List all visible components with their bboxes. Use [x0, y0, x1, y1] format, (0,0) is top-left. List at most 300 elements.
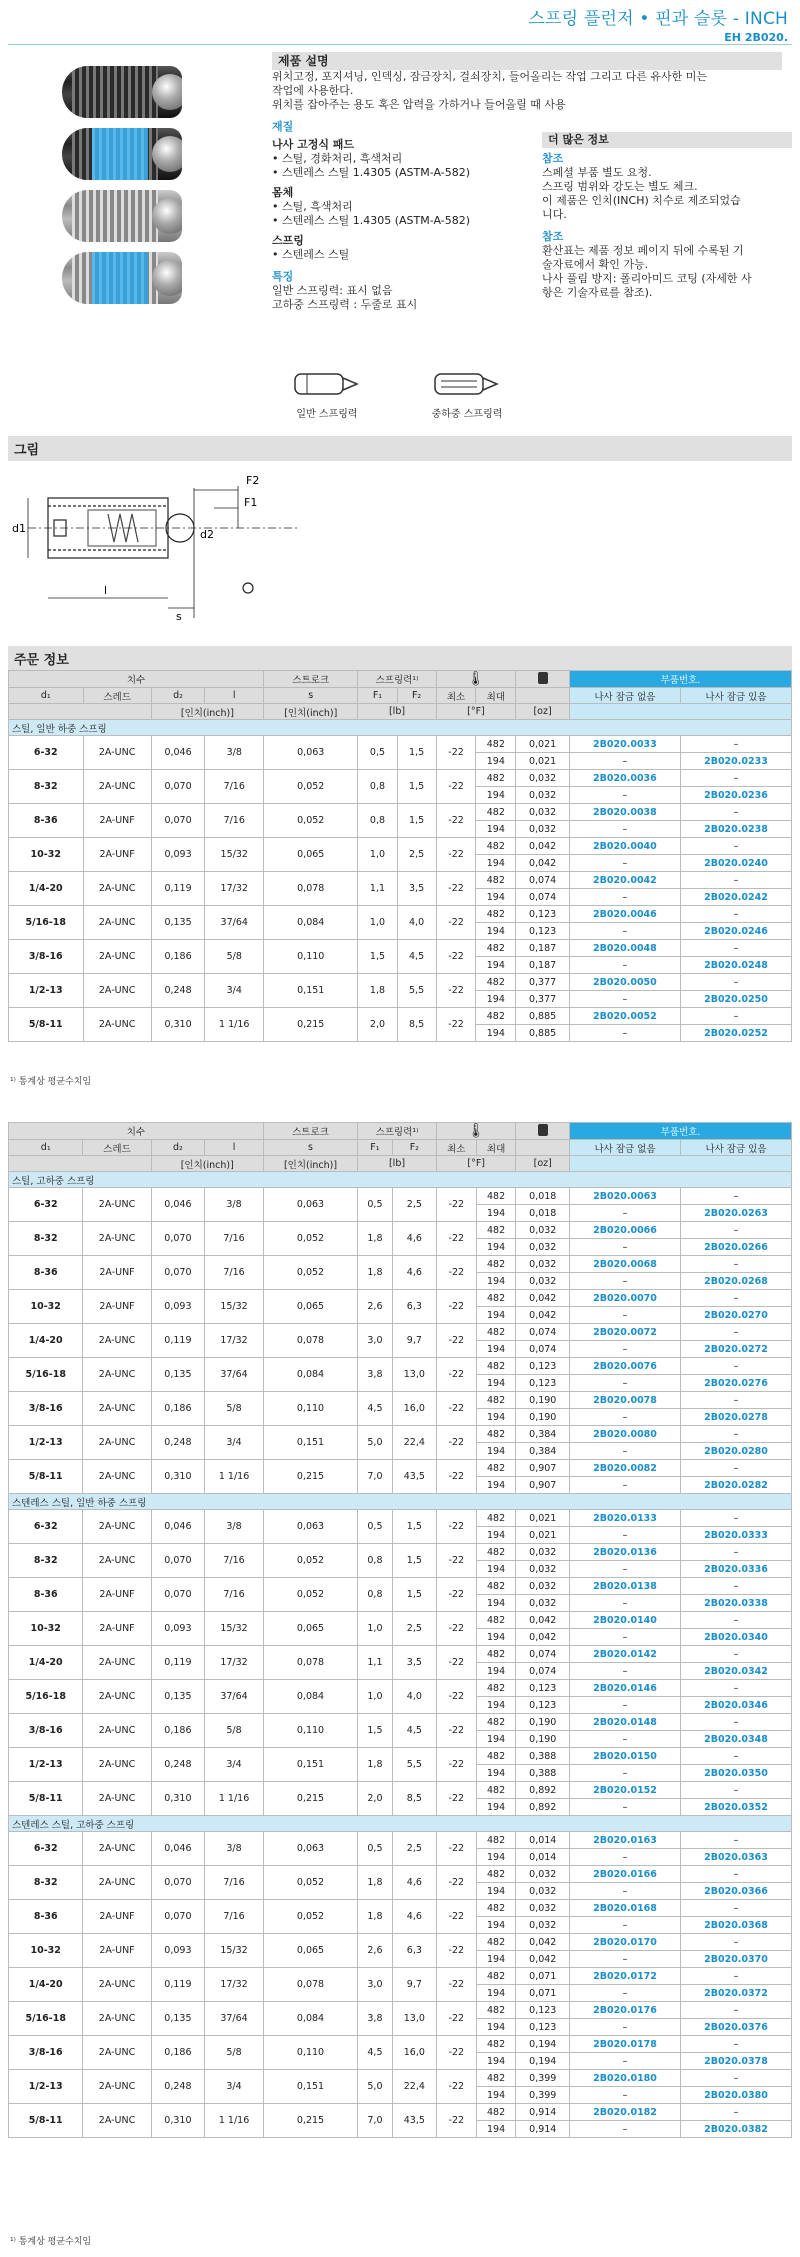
- cell-stroke: 0,110: [263, 1714, 357, 1748]
- cell-f2: 1,5: [397, 736, 436, 770]
- part-number-with-locking: 2B020.0236: [680, 787, 791, 804]
- cell-weight: 0,021: [516, 736, 570, 753]
- description-title: 제품 설명: [272, 52, 782, 70]
- cell-d1: 8-32: [9, 1866, 83, 1900]
- cell-thread: 2A-UNC: [83, 2104, 151, 2138]
- cell-f1: 1,8: [358, 1256, 393, 1290]
- cell-weight: 0,377: [516, 991, 570, 1008]
- note-line: 스프링 범위와 강도는 별도 체크.: [542, 180, 698, 193]
- cell-thread: 2A-UNC: [83, 1714, 151, 1748]
- plunger-photo-steel-locking: [62, 128, 182, 180]
- cell-f2: 4,0: [397, 906, 436, 940]
- unit-inch-stroke: [인치(inch)]: [263, 1156, 357, 1172]
- cell-weight: 0,074: [516, 1324, 570, 1341]
- cell-dash: –: [681, 1256, 792, 1273]
- cell-d2: 0,119: [151, 872, 205, 906]
- cell-l: 37/64: [205, 2002, 264, 2036]
- cell-tmax: 482: [476, 838, 516, 855]
- unit-fahrenheit: [°F]: [436, 704, 516, 720]
- table-row: [9, 2070, 792, 2087]
- cell-l: 3/8: [205, 1510, 264, 1544]
- part-number-with-locking: 2B020.0272: [681, 1341, 792, 1358]
- part-number-with-locking: 2B020.0372: [681, 1985, 792, 2002]
- cell-weight: 0,014: [516, 1832, 570, 1849]
- header-weight: [516, 1123, 570, 1140]
- part-number-no-locking: 2B020.0168: [570, 1900, 681, 1917]
- cell-dash: –: [570, 1307, 681, 1324]
- cell-d1: 6-32: [9, 1510, 83, 1544]
- cell-weight: 0,388: [516, 1748, 570, 1765]
- part-number-with-locking: 2B020.0366: [681, 1883, 792, 1900]
- cell-d1: 6-32: [9, 1832, 83, 1866]
- header-weight: [516, 671, 570, 688]
- cell-weight: 0,032: [516, 1866, 570, 1883]
- cell-d2: 0,046: [151, 736, 205, 770]
- cell-tmax: 194: [476, 1951, 516, 1968]
- cell-f1: 1,8: [358, 1866, 393, 1900]
- cell-stroke: 0,151: [264, 974, 358, 1008]
- cell-thread: 2A-UNC: [83, 974, 151, 1008]
- cell-l: 1 1/16: [205, 1460, 264, 1494]
- cell-tmin: -22: [436, 804, 476, 838]
- cell-thread: 2A-UNF: [83, 1900, 151, 1934]
- cell-weight: 0,123: [516, 2002, 570, 2019]
- cell-tmax: 482: [476, 2036, 516, 2053]
- cell-l: 7/16: [205, 1256, 264, 1290]
- cell-thread: 2A-UNC: [83, 2070, 151, 2104]
- cell-l: 17/32: [205, 1968, 264, 2002]
- cell-dash: –: [680, 736, 791, 753]
- cell-tmax: 194: [476, 1697, 516, 1714]
- header-dimensions: 치수: [9, 1123, 264, 1140]
- cell-l: 7/16: [205, 804, 264, 838]
- cell-dash: –: [569, 923, 680, 940]
- cell-tmin: -22: [436, 1866, 476, 1900]
- cell-d1: 5/16-18: [9, 906, 84, 940]
- part-number-no-locking: 2B020.0082: [570, 1460, 681, 1477]
- cell-dash: –: [681, 1426, 792, 1443]
- material-item: • 스텐레스 스틸: [272, 248, 350, 261]
- cell-f1: 0,5: [358, 736, 397, 770]
- cell-l: 5/8: [205, 940, 264, 974]
- cell-dash: –: [681, 1934, 792, 1951]
- cell-tmax: 482: [476, 1714, 516, 1731]
- header-spring-force: 스프링력¹⁾: [358, 1123, 437, 1140]
- cell-dash: –: [680, 872, 791, 889]
- cell-d1: 8-36: [9, 1578, 83, 1612]
- cell-d2: 0,070: [151, 804, 205, 838]
- cell-f1: 1,8: [358, 974, 397, 1008]
- cell-tmin: -22: [436, 838, 476, 872]
- cell-f1: 3,8: [358, 2002, 393, 2036]
- header-d2: d₂: [151, 1140, 205, 1156]
- cell-tmax: 482: [476, 770, 516, 787]
- unit-oz: [oz]: [516, 1156, 570, 1172]
- part-number-with-locking: 2B020.0340: [681, 1629, 792, 1646]
- cell-d1: 10-32: [9, 838, 84, 872]
- cell-f2: 4,5: [397, 940, 436, 974]
- cell-f1: 2,6: [358, 1290, 393, 1324]
- cell-thread: 2A-UNC: [83, 1782, 151, 1816]
- cell-tmax: 482: [476, 1256, 516, 1273]
- cell-thread: 2A-UNC: [83, 736, 151, 770]
- unit-oz: [oz]: [516, 704, 570, 720]
- cell-f1: 5,0: [358, 1426, 393, 1460]
- cell-thread: 2A-UNF: [83, 1256, 151, 1290]
- note-title: 참조: [542, 152, 564, 165]
- header-stroke: 스트로크: [263, 1123, 357, 1140]
- cell-f2: 4,6: [392, 1256, 436, 1290]
- header-s: s: [263, 1140, 357, 1156]
- cell-d1: 5/16-18: [9, 1358, 83, 1392]
- table-row: [9, 1358, 792, 1375]
- cell-dash: –: [569, 753, 680, 770]
- cell-tmax: 482: [476, 1782, 516, 1799]
- cell-tmax: 482: [476, 804, 516, 821]
- part-number-no-locking: 2B020.0170: [570, 1934, 681, 1951]
- cell-weight: 0,123: [516, 2019, 570, 2036]
- cell-dash: –: [570, 1409, 681, 1426]
- cell-dash: –: [681, 1358, 792, 1375]
- part-number-with-locking: 2B020.0370: [681, 1951, 792, 1968]
- table-row: [9, 872, 792, 889]
- feature-line: 일반 스프링력: 표시 없음: [272, 284, 393, 297]
- header-thread: 스레드: [83, 688, 151, 704]
- cell-weight: 0,032: [516, 787, 570, 804]
- material-title: 재질: [272, 120, 294, 133]
- part-number-no-locking: 2B020.0040: [569, 838, 680, 855]
- cell-weight: 0,377: [516, 974, 570, 991]
- cell-dash: –: [570, 1595, 681, 1612]
- cell-weight: 0,190: [516, 1409, 570, 1426]
- cell-tmax: 194: [476, 1799, 516, 1816]
- cell-stroke: 0,084: [263, 2002, 357, 2036]
- cell-stroke: 0,110: [264, 940, 358, 974]
- cell-f1: 1,0: [358, 1680, 393, 1714]
- label-f1: F1: [244, 496, 258, 509]
- cell-weight: 0,042: [516, 1951, 570, 1968]
- cell-dash: –: [681, 1290, 792, 1307]
- cell-tmax: 194: [476, 1273, 516, 1290]
- cell-tmin: -22: [436, 1968, 476, 2002]
- part-number-with-locking: 2B020.0280: [681, 1443, 792, 1460]
- cell-tmax: 482: [476, 1832, 516, 1849]
- cell-tmin: -22: [436, 2036, 476, 2070]
- part-number-with-locking: 2B020.0346: [681, 1697, 792, 1714]
- cell-dash: –: [681, 1714, 792, 1731]
- cell-dash: –: [570, 1799, 681, 1816]
- cell-dash: –: [681, 1782, 792, 1799]
- cell-tmax: 194: [476, 1025, 516, 1042]
- cell-thread: 2A-UNC: [83, 940, 151, 974]
- cell-dash: –: [570, 1731, 681, 1748]
- cell-weight: 0,042: [516, 1934, 570, 1951]
- cell-l: 7/16: [205, 1222, 264, 1256]
- table-row: [9, 940, 792, 957]
- cell-dash: –: [570, 1273, 681, 1290]
- cell-stroke: 0,065: [264, 838, 358, 872]
- cell-tmax: 194: [476, 2053, 516, 2070]
- cell-f1: 5,0: [358, 2070, 393, 2104]
- cell-dash: –: [570, 2053, 681, 2070]
- cell-weight: 0,187: [516, 957, 570, 974]
- cell-tmin: -22: [436, 1256, 476, 1290]
- note-title: 참조: [542, 230, 564, 243]
- plunger-photo-stainless: [62, 190, 182, 242]
- part-number-with-locking: 2B020.0342: [681, 1663, 792, 1680]
- cell-f1: 3,8: [358, 1358, 393, 1392]
- cell-d1: 1/2-13: [9, 1748, 83, 1782]
- cell-f2: 1,5: [397, 770, 436, 804]
- cell-stroke: 0,151: [263, 2070, 357, 2104]
- cell-tmax: 482: [476, 1866, 516, 1883]
- cell-tmax: 482: [476, 2002, 516, 2019]
- cell-f2: 9,7: [392, 1968, 436, 2002]
- part-number-no-locking: 2B020.0033: [569, 736, 680, 753]
- part-number-with-locking: 2B020.0248: [680, 957, 791, 974]
- cell-d2: 0,070: [151, 1222, 205, 1256]
- cell-tmin: -22: [436, 1392, 476, 1426]
- table-row: [9, 1866, 792, 1883]
- unit-inch: [인치(inch)]: [151, 1156, 263, 1172]
- header-stroke: 스트로크: [264, 671, 358, 688]
- cell-tmax: 482: [476, 2070, 516, 2087]
- cell-stroke: 0,063: [263, 1510, 357, 1544]
- cell-d2: 0,070: [151, 1866, 205, 1900]
- header-s: s: [264, 688, 358, 704]
- cell-d1: 5/8-11: [9, 1460, 83, 1494]
- cell-dash: –: [681, 1578, 792, 1595]
- weight-icon: [538, 1124, 548, 1136]
- description-line: 위치고정, 포지셔닝, 인덱싱, 잠금장치, 걸쇠장치, 들어올리는 작업 그리고 다른 유사한 미는: [272, 70, 707, 83]
- cell-dash: –: [570, 1477, 681, 1494]
- cell-d2: 0,186: [151, 940, 205, 974]
- part-number-no-locking: 2B020.0136: [570, 1544, 681, 1561]
- cell-f2: 3,5: [392, 1646, 436, 1680]
- cell-dash: –: [570, 2019, 681, 2036]
- cell-l: 37/64: [205, 906, 264, 940]
- cell-l: 7/16: [205, 770, 264, 804]
- cell-d1: 8-36: [9, 1900, 83, 1934]
- cell-weight: 0,032: [516, 1883, 570, 1900]
- cell-tmin: -22: [436, 940, 476, 974]
- cell-stroke: 0,151: [263, 1426, 357, 1460]
- header-d2: d₂: [151, 688, 205, 704]
- part-number-with-locking: 2B020.0348: [681, 1731, 792, 1748]
- cell-dash: –: [680, 838, 791, 855]
- cell-tmin: -22: [436, 770, 476, 804]
- cell-weight: 0,123: [516, 1680, 570, 1697]
- cell-tmax: 482: [476, 736, 516, 753]
- cell-stroke: 0,110: [263, 2036, 357, 2070]
- note-line: 스페셜 부품 별도 요청.: [542, 166, 652, 179]
- table-row: [9, 804, 792, 821]
- part-number-no-locking: 2B020.0076: [570, 1358, 681, 1375]
- part-number-with-locking: 2B020.0363: [681, 1849, 792, 1866]
- cell-l: 1 1/16: [205, 1008, 264, 1042]
- part-number-with-locking: 2B020.0368: [681, 1917, 792, 1934]
- cell-dash: –: [570, 1985, 681, 2002]
- cell-d1: 5/8-11: [9, 1782, 83, 1816]
- cell-tmax: 482: [476, 1510, 516, 1527]
- cell-dash: –: [681, 1460, 792, 1477]
- cell-f1: 1,5: [358, 1714, 393, 1748]
- part-number-no-locking: 2B020.0150: [570, 1748, 681, 1765]
- cell-dash: –: [570, 1527, 681, 1544]
- cell-f2: 13,0: [392, 2002, 436, 2036]
- cell-dash: –: [681, 1968, 792, 1985]
- cell-d2: 0,046: [151, 1510, 205, 1544]
- cell-l: 17/32: [205, 1324, 264, 1358]
- cell-weight: 0,021: [516, 1510, 570, 1527]
- part-number-no-locking: 2B020.0146: [570, 1680, 681, 1697]
- note-line: 항은 기술자료를 참조).: [542, 286, 653, 299]
- cell-weight: 0,032: [516, 1595, 570, 1612]
- cell-f2: 6,3: [392, 1934, 436, 1968]
- page-header: [528, 4, 788, 44]
- part-number-no-locking: 2B020.0036: [569, 770, 680, 787]
- cell-stroke: 0,052: [264, 770, 358, 804]
- cell-weight: 0,123: [516, 1358, 570, 1375]
- part-number-no-locking: 2B020.0182: [570, 2104, 681, 2121]
- cell-dash: –: [680, 770, 791, 787]
- cell-f2: 1,5: [392, 1510, 436, 1544]
- unit-fahrenheit: [°F]: [436, 1156, 516, 1172]
- cell-d1: 1/4-20: [9, 1968, 83, 2002]
- note-line: 술자료에서 확인 가능.: [542, 258, 649, 271]
- cell-dash: –: [569, 889, 680, 906]
- description-line: 작업에 사용한다.: [272, 84, 354, 97]
- table-row: [9, 770, 792, 787]
- header-dimensions: 치수: [9, 671, 264, 688]
- part-number-no-locking: 2B020.0066: [570, 1222, 681, 1239]
- cell-tmin: -22: [436, 1900, 476, 1934]
- cell-stroke: 0,215: [263, 1460, 357, 1494]
- cell-d1: 3/8-16: [9, 2036, 83, 2070]
- cell-tmax: 194: [476, 1663, 516, 1680]
- cell-tmax: 194: [476, 1307, 516, 1324]
- cell-l: 15/32: [205, 1290, 264, 1324]
- heavy-spring-icon: [412, 366, 522, 420]
- cell-dash: –: [570, 1443, 681, 1460]
- header-max: 최대: [476, 688, 516, 704]
- part-number-no-locking: 2B020.0078: [570, 1392, 681, 1409]
- part-number-with-locking: 2B020.0242: [680, 889, 791, 906]
- cell-tmin: -22: [436, 1578, 476, 1612]
- cell-weight: 0,190: [516, 1731, 570, 1748]
- cell-l: 3/8: [205, 1188, 264, 1222]
- cell-tmin: -22: [436, 1782, 476, 1816]
- cell-thread: 2A-UNC: [83, 1392, 151, 1426]
- cell-f1: 0,5: [358, 1510, 393, 1544]
- cell-l: 3/4: [205, 1748, 264, 1782]
- cell-f1: 0,8: [358, 770, 397, 804]
- cell-thread: 2A-UNC: [83, 1460, 151, 1494]
- header-part-number: 부품번호.: [569, 671, 791, 688]
- cell-weight: 0,071: [516, 1968, 570, 1985]
- cell-f2: 43,5: [392, 2104, 436, 2138]
- table-row: [9, 1680, 792, 1697]
- cell-l: 37/64: [205, 1358, 264, 1392]
- cell-tmax: 482: [476, 1392, 516, 1409]
- cell-tmax: 194: [476, 1341, 516, 1358]
- cell-thread: 2A-UNF: [83, 838, 151, 872]
- cell-weight: 0,032: [516, 1256, 570, 1273]
- cell-tmax: 194: [476, 1375, 516, 1392]
- cell-dash: –: [570, 1765, 681, 1782]
- thermometer-icon: 🌡: [467, 671, 485, 687]
- cell-thread: 2A-UNF: [83, 804, 151, 838]
- cell-d1: 5/8-11: [9, 1008, 84, 1042]
- material-head: 나사 고정식 패드: [272, 138, 355, 151]
- header-d1: d₁: [9, 1140, 83, 1156]
- cell-tmax: 194: [476, 787, 516, 804]
- part-number-no-locking: 2B020.0048: [569, 940, 680, 957]
- cell-thread: 2A-UNC: [83, 1358, 151, 1392]
- part-number-with-locking: 2B020.0382: [681, 2121, 792, 2138]
- table-row: [9, 1392, 792, 1409]
- cell-dash: –: [681, 1392, 792, 1409]
- header-with-locking: 나사 잠금 있음: [680, 688, 791, 704]
- cell-f2: 2,5: [392, 1188, 436, 1222]
- cell-dash: –: [570, 1917, 681, 1934]
- feature-line: 고하중 스프링력 : 두줄로 표시: [272, 298, 418, 311]
- cell-l: 3/4: [205, 1426, 264, 1460]
- note-line: 나사 풀림 방지: 폴리아미드 코팅 (자세한 사: [542, 272, 752, 285]
- cell-dash: –: [569, 787, 680, 804]
- cell-tmax: 482: [476, 1188, 516, 1205]
- part-number-with-locking: 2B020.0268: [681, 1273, 792, 1290]
- plunger-photo-stainless-locking: [62, 252, 182, 304]
- material-item: • 스틸, 경화처리, 흑색처리: [272, 152, 403, 165]
- cell-weight: 0,032: [516, 1578, 570, 1595]
- cell-l: 7/16: [205, 1578, 264, 1612]
- table-row: [9, 1510, 792, 1527]
- cell-weight: 0,892: [516, 1782, 570, 1799]
- cell-tmax: 194: [476, 855, 516, 872]
- part-number-no-locking: 2B020.0148: [570, 1714, 681, 1731]
- cell-tmax: 194: [476, 889, 516, 906]
- header-empty: [516, 1140, 570, 1156]
- cell-tmin: -22: [436, 2070, 476, 2104]
- cell-tmax: 194: [476, 1849, 516, 1866]
- table-row: [9, 1222, 792, 1239]
- cell-dash: –: [569, 957, 680, 974]
- cell-thread: 2A-UNC: [83, 1510, 151, 1544]
- cell-dash: –: [681, 2070, 792, 2087]
- part-number-with-locking: 2B020.0263: [681, 1205, 792, 1222]
- table-row: [9, 1714, 792, 1731]
- cell-f2: 9,7: [392, 1324, 436, 1358]
- cell-dash: –: [570, 2087, 681, 2104]
- cell-tmin: -22: [436, 872, 476, 906]
- cell-weight: 0,032: [516, 1900, 570, 1917]
- cell-d2: 0,070: [151, 770, 205, 804]
- cell-d1: 1/2-13: [9, 2070, 83, 2104]
- cell-dash: –: [681, 1324, 792, 1341]
- cell-tmin: -22: [436, 1290, 476, 1324]
- cell-f2: 16,0: [392, 2036, 436, 2070]
- cell-d2: 0,186: [151, 1392, 205, 1426]
- cell-thread: 2A-UNC: [83, 770, 151, 804]
- cell-thread: 2A-UNC: [83, 872, 151, 906]
- cell-dash: –: [681, 1680, 792, 1697]
- cell-d2: 0,186: [151, 1714, 205, 1748]
- cell-weight: 0,021: [516, 1527, 570, 1544]
- table-row: [9, 1646, 792, 1663]
- header-l: l: [205, 688, 264, 704]
- table-row: [9, 1612, 792, 1629]
